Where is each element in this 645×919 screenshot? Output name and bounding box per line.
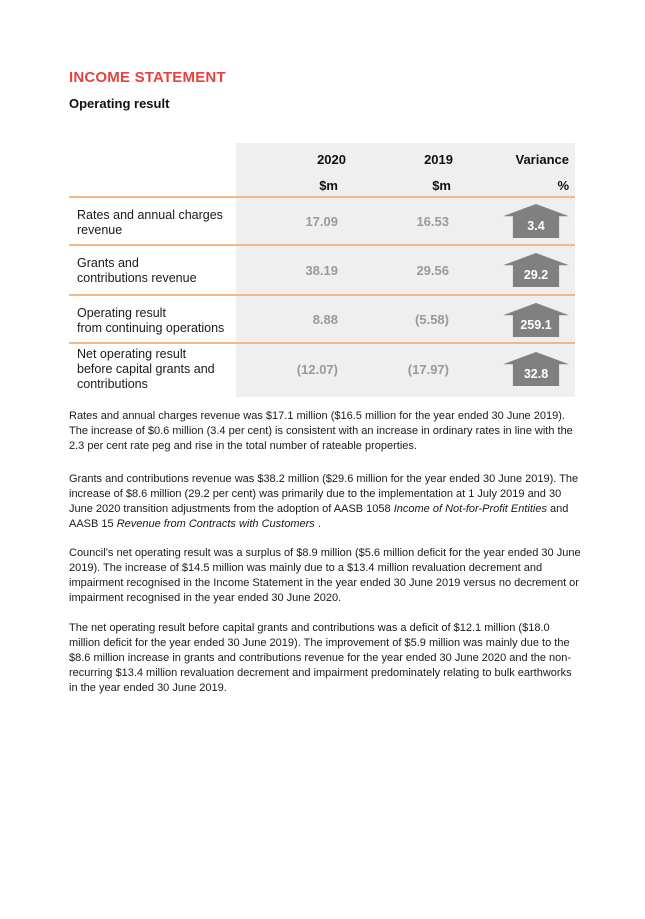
table-rule xyxy=(69,342,575,344)
paragraph-net-result: Council’s net operating result was a surplus of $8.9 million ($5.6 million deficit for the year ended 30 June 2019). The increase of $14.5 million was mainly due to a $13.4 million revaluation decrement and impairment recognised in the Income Statement in the year ended 30 June 2019 versus no decrement or impairment recognised in the year ended 30 June 2020. xyxy=(69,547,581,604)
section-subheading: Operating result xyxy=(69,96,170,111)
col-unit-2020: $m xyxy=(319,178,338,193)
row-net-operating-2020: (12.07) xyxy=(296,362,338,377)
row-label-operating: Operating result from continuing operations xyxy=(77,306,225,335)
col-header-2019: 2019 xyxy=(424,152,453,167)
table-rule xyxy=(69,294,575,296)
row-grants-variance: 29.2 xyxy=(523,268,549,282)
row-rates-2020: 17.09 xyxy=(305,214,338,229)
row-net-operating-variance: 32.8 xyxy=(523,367,549,381)
col-header-variance: Variance xyxy=(515,152,569,167)
row-grants-2019: 29.56 xyxy=(416,263,449,278)
variance-up-arrow-icon xyxy=(503,352,569,386)
table-rule xyxy=(69,244,575,246)
row-label-grants: Grants and contributions revenue xyxy=(77,256,197,285)
row-operating-2020: 8.88 xyxy=(312,312,338,327)
col-unit-variance: % xyxy=(557,178,569,193)
paragraph-rates: Rates and annual charges revenue was $17.1 million ($16.5 million for the year ended 30 June 2019). The increase of $0.6 million (3.4 per cent) is consistent with an increase in ordinary rates in line with the 2.3 per cent rate peg and rise in the total number of rateable properties. xyxy=(69,410,573,452)
table-rule xyxy=(69,196,575,198)
row-net-operating-2019: (17.97) xyxy=(407,362,449,377)
page-heading: INCOME STATEMENT xyxy=(69,69,226,86)
variance-up-arrow-icon xyxy=(503,204,569,238)
row-operating-variance: 259.1 xyxy=(520,318,552,332)
row-operating-2019: (5.58) xyxy=(415,312,449,327)
variance-up-arrow-icon xyxy=(503,253,569,287)
row-rates-variance: 3.4 xyxy=(527,219,545,233)
variance-up-arrow-icon xyxy=(503,303,569,337)
row-label-net-operating: Net operating result before capital grants and contributions xyxy=(77,347,215,391)
row-label-rates: Rates and annual charges revenue xyxy=(77,208,223,237)
row-rates-2019: 16.53 xyxy=(416,214,449,229)
col-unit-2019: $m xyxy=(432,178,451,193)
paragraph-grants: Grants and contributions revenue was $38.2 million ($29.6 million for the year ended 30 June 2019). The increase of $8.6 million (29.2 per cent) was primarily due to the implementation at 1 July 2019 and 30 June 2020 transition adjustments from the adoption of AASB 1058 Income of Not-for-Profit Entities and AASB 15 Revenue from Contracts with Customers . xyxy=(69,473,579,530)
paragraph-net-before-capital: The net operating result before capital grants and contributions was a deficit of $12.1 million ($18.0 million deficit for the year ended 30 June 2019). The improvement of $5.9 million was mainly due to the $8.6 million increase in grants and contributions revenue for the year ended 30 June 2020 and the non-recurring $13.4 million revaluation decrement and impairment predominately relating to bulk earthworks in the year ended 30 June 2019. xyxy=(69,622,572,694)
col-header-2020: 2020 xyxy=(317,152,346,167)
row-grants-2020: 38.19 xyxy=(305,263,338,278)
